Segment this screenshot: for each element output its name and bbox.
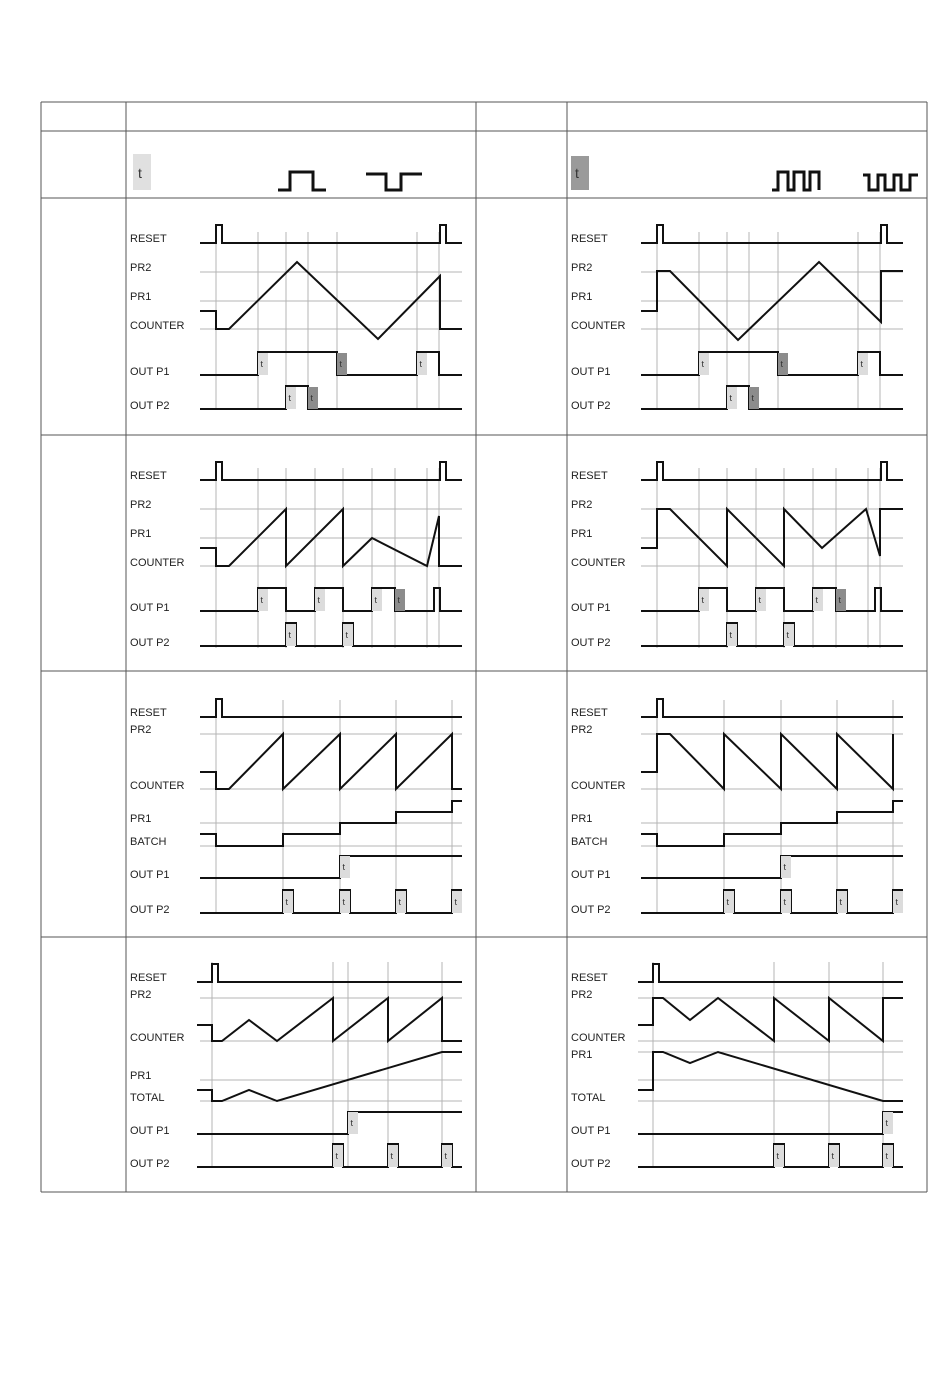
pr1-label: PR1 bbox=[130, 1070, 152, 1082]
legend-right bbox=[571, 156, 918, 190]
t-delay-box bbox=[396, 891, 406, 913]
t-delay-label: t bbox=[780, 359, 784, 369]
pr2-label: PR2 bbox=[571, 724, 593, 736]
t-delay-label: t bbox=[419, 359, 423, 369]
out-p1-label: OUT P1 bbox=[130, 869, 170, 881]
out-p2-label: OUT P2 bbox=[130, 400, 170, 412]
pr1-label: PR1 bbox=[571, 291, 593, 303]
t-delay-box bbox=[286, 387, 296, 409]
t-delay-label: t bbox=[885, 1118, 889, 1128]
reset-signal bbox=[641, 699, 903, 717]
t-delay-box bbox=[727, 624, 737, 646]
panel-row4-right bbox=[571, 962, 903, 1170]
pr1-label: PR1 bbox=[130, 528, 152, 540]
out-p1-label: OUT P1 bbox=[130, 602, 170, 614]
panel-row1-right bbox=[571, 225, 903, 412]
panel-row3-right bbox=[571, 699, 903, 916]
t-delay-label: t bbox=[860, 359, 864, 369]
t-delay-box bbox=[699, 589, 709, 611]
t-delay-box bbox=[727, 387, 737, 409]
t-delay-box bbox=[837, 891, 847, 913]
reset-label: RESET bbox=[130, 470, 167, 482]
out-p2-label: OUT P2 bbox=[130, 637, 170, 649]
reset-label: RESET bbox=[130, 707, 167, 719]
pr2-label: PR2 bbox=[571, 989, 593, 1001]
t-delay-box bbox=[340, 891, 350, 913]
total-signal bbox=[638, 1052, 903, 1101]
t-delay-box bbox=[749, 387, 759, 409]
t-legend-label: t bbox=[138, 165, 142, 181]
reset-signal bbox=[200, 699, 462, 717]
t-delay-box bbox=[781, 891, 791, 913]
t-delay-box bbox=[258, 589, 268, 611]
out-p2-label: OUT P2 bbox=[130, 1158, 170, 1170]
positive-pulse-icon bbox=[278, 172, 326, 190]
out-p1-label: OUT P1 bbox=[571, 869, 611, 881]
t-delay-label: t bbox=[390, 1151, 394, 1161]
counter-label: COUNTER bbox=[571, 557, 626, 569]
out-p1-label: OUT P1 bbox=[571, 1125, 611, 1137]
t-delay-box bbox=[417, 353, 427, 375]
legend-row bbox=[133, 154, 918, 190]
t-delay-label: t bbox=[260, 595, 264, 605]
counter-signal bbox=[200, 734, 462, 789]
t-delay-box bbox=[883, 1145, 893, 1167]
t-delay-box bbox=[893, 891, 903, 913]
t-legend-box-light bbox=[133, 154, 151, 190]
t-legend-label: t bbox=[575, 165, 579, 181]
t-delay-box bbox=[372, 589, 382, 611]
panel-row2-right bbox=[571, 462, 903, 649]
pr2-label: PR2 bbox=[130, 989, 152, 1001]
t-delay-box bbox=[340, 856, 350, 878]
t-delay-box bbox=[308, 387, 318, 409]
negative-pulse-train-icon bbox=[863, 175, 918, 190]
panel-row4-left bbox=[130, 962, 462, 1170]
t-delay-label: t bbox=[783, 897, 787, 907]
t-delay-label: t bbox=[758, 595, 762, 605]
negative-pulse-icon bbox=[366, 174, 422, 190]
t-delay-box bbox=[784, 624, 794, 646]
out-p2-signal bbox=[641, 386, 903, 409]
reset-label: RESET bbox=[571, 972, 608, 984]
out-p2-signal bbox=[641, 890, 903, 913]
out-p2-signal bbox=[200, 890, 462, 913]
t-delay-box bbox=[286, 624, 296, 646]
out-p1-signal bbox=[197, 1112, 462, 1134]
out-p2-signal bbox=[641, 623, 903, 646]
t-delay-box bbox=[883, 1112, 893, 1134]
t-delay-box bbox=[778, 353, 788, 375]
counter-signal bbox=[641, 734, 893, 789]
t-delay-box bbox=[858, 353, 868, 375]
t-delay-label: t bbox=[885, 1151, 889, 1161]
pr2-label: PR2 bbox=[571, 499, 593, 511]
pr1-label: PR1 bbox=[571, 1049, 593, 1061]
t-delay-box bbox=[442, 1145, 452, 1167]
t-legend-box-dark bbox=[571, 156, 589, 190]
t-delay-box bbox=[258, 353, 268, 375]
counter-label: COUNTER bbox=[130, 320, 185, 332]
t-delay-label: t bbox=[839, 897, 843, 907]
t-delay-box bbox=[333, 1145, 343, 1167]
t-delay-box bbox=[395, 589, 405, 611]
t-delay-box bbox=[724, 891, 734, 913]
out-p2-signal bbox=[200, 623, 462, 646]
reset-label: RESET bbox=[571, 707, 608, 719]
out-p2-label: OUT P2 bbox=[571, 400, 611, 412]
panel-row3-left bbox=[130, 699, 462, 916]
counter-label: COUNTER bbox=[571, 320, 626, 332]
out-p1-label: OUT P1 bbox=[571, 602, 611, 614]
counter-label: COUNTER bbox=[571, 780, 626, 792]
out-p2-label: OUT P2 bbox=[571, 904, 611, 916]
reset-signal bbox=[200, 225, 462, 243]
t-delay-box bbox=[781, 856, 791, 878]
counter-label: COUNTER bbox=[571, 1032, 626, 1044]
t-delay-label: t bbox=[350, 1118, 354, 1128]
out-p1-signal bbox=[200, 588, 462, 611]
diagram-panels bbox=[130, 225, 903, 1170]
counter-signal bbox=[638, 998, 903, 1041]
t-delay-box bbox=[315, 589, 325, 611]
reset-signal bbox=[197, 964, 462, 982]
reset-label: RESET bbox=[130, 233, 167, 245]
out-p2-label: OUT P2 bbox=[571, 637, 611, 649]
t-delay-box bbox=[283, 891, 293, 913]
reset-label: RESET bbox=[571, 470, 608, 482]
t-delay-box bbox=[348, 1112, 358, 1134]
reset-signal bbox=[641, 225, 903, 243]
out-p2-label: OUT P2 bbox=[130, 904, 170, 916]
pr1-label: PR1 bbox=[130, 813, 152, 825]
t-delay-label: t bbox=[342, 897, 346, 907]
t-delay-box bbox=[756, 589, 766, 611]
t-delay-label: t bbox=[444, 1151, 448, 1161]
counter-label: COUNTER bbox=[130, 780, 185, 792]
total-label: TOTAL bbox=[130, 1092, 165, 1104]
t-delay-label: t bbox=[786, 630, 790, 640]
t-delay-label: t bbox=[895, 897, 899, 907]
pr2-label: PR2 bbox=[571, 262, 593, 274]
t-delay-box bbox=[699, 353, 709, 375]
t-delay-box bbox=[813, 589, 823, 611]
t-delay-label: t bbox=[335, 1151, 339, 1161]
panel-row2-left bbox=[130, 462, 462, 649]
t-delay-label: t bbox=[726, 897, 730, 907]
out-p1-label: OUT P1 bbox=[571, 366, 611, 378]
t-delay-box bbox=[836, 589, 846, 611]
t-delay-label: t bbox=[838, 595, 842, 605]
t-delay-label: t bbox=[815, 595, 819, 605]
out-p1-signal bbox=[638, 1112, 903, 1134]
t-delay-label: t bbox=[729, 393, 733, 403]
t-delay-label: t bbox=[831, 1151, 835, 1161]
reset-label: RESET bbox=[571, 233, 608, 245]
t-delay-label: t bbox=[285, 897, 289, 907]
t-delay-label: t bbox=[776, 1151, 780, 1161]
reset-label: RESET bbox=[130, 972, 167, 984]
out-p1-signal bbox=[641, 856, 903, 878]
counter-label: COUNTER bbox=[130, 1032, 185, 1044]
t-delay-label: t bbox=[342, 862, 346, 872]
t-delay-label: t bbox=[310, 393, 314, 403]
counter-label: COUNTER bbox=[130, 557, 185, 569]
t-delay-box bbox=[343, 624, 353, 646]
t-delay-box bbox=[388, 1145, 398, 1167]
t-delay-label: t bbox=[288, 393, 292, 403]
t-delay-label: t bbox=[345, 630, 349, 640]
out-p1-label: OUT P1 bbox=[130, 1125, 170, 1137]
t-delay-label: t bbox=[398, 897, 402, 907]
batch-label: BATCH bbox=[130, 836, 167, 848]
t-delay-label: t bbox=[374, 595, 378, 605]
out-p1-signal bbox=[200, 856, 462, 878]
t-delay-label: t bbox=[701, 595, 705, 605]
out-p2-signal bbox=[638, 1144, 903, 1167]
pr1-label: PR1 bbox=[571, 528, 593, 540]
reset-signal bbox=[200, 462, 462, 480]
counter-signal bbox=[197, 998, 462, 1041]
batch-label: BATCH bbox=[571, 836, 608, 848]
pr2-label: PR2 bbox=[130, 499, 152, 511]
t-delay-label: t bbox=[454, 897, 458, 907]
positive-pulse-train-icon bbox=[772, 172, 819, 190]
t-delay-label: t bbox=[288, 630, 292, 640]
pr2-label: PR2 bbox=[130, 262, 152, 274]
out-p2-signal bbox=[200, 386, 462, 409]
total-label: TOTAL bbox=[571, 1092, 606, 1104]
out-p1-signal bbox=[641, 588, 903, 611]
t-delay-label: t bbox=[397, 595, 401, 605]
t-delay-box bbox=[774, 1145, 784, 1167]
t-delay-label: t bbox=[701, 359, 705, 369]
reset-signal bbox=[638, 964, 903, 982]
pr1-label: PR1 bbox=[571, 813, 593, 825]
out-p2-label: OUT P2 bbox=[571, 1158, 611, 1170]
total-signal bbox=[197, 1052, 462, 1101]
out-p2-signal bbox=[197, 1144, 462, 1167]
t-delay-label: t bbox=[317, 595, 321, 605]
t-delay-label: t bbox=[751, 393, 755, 403]
t-delay-label: t bbox=[783, 862, 787, 872]
panel-row1-left bbox=[130, 225, 462, 412]
pr1-label: PR1 bbox=[130, 291, 152, 303]
reset-signal bbox=[641, 462, 903, 480]
pr2-label: PR2 bbox=[130, 724, 152, 736]
t-delay-box bbox=[829, 1145, 839, 1167]
out-p1-label: OUT P1 bbox=[130, 366, 170, 378]
t-delay-label: t bbox=[339, 359, 343, 369]
t-delay-box bbox=[452, 891, 462, 913]
legend-left bbox=[133, 154, 422, 190]
t-delay-label: t bbox=[729, 630, 733, 640]
t-delay-box bbox=[337, 353, 347, 375]
t-delay-label: t bbox=[260, 359, 264, 369]
